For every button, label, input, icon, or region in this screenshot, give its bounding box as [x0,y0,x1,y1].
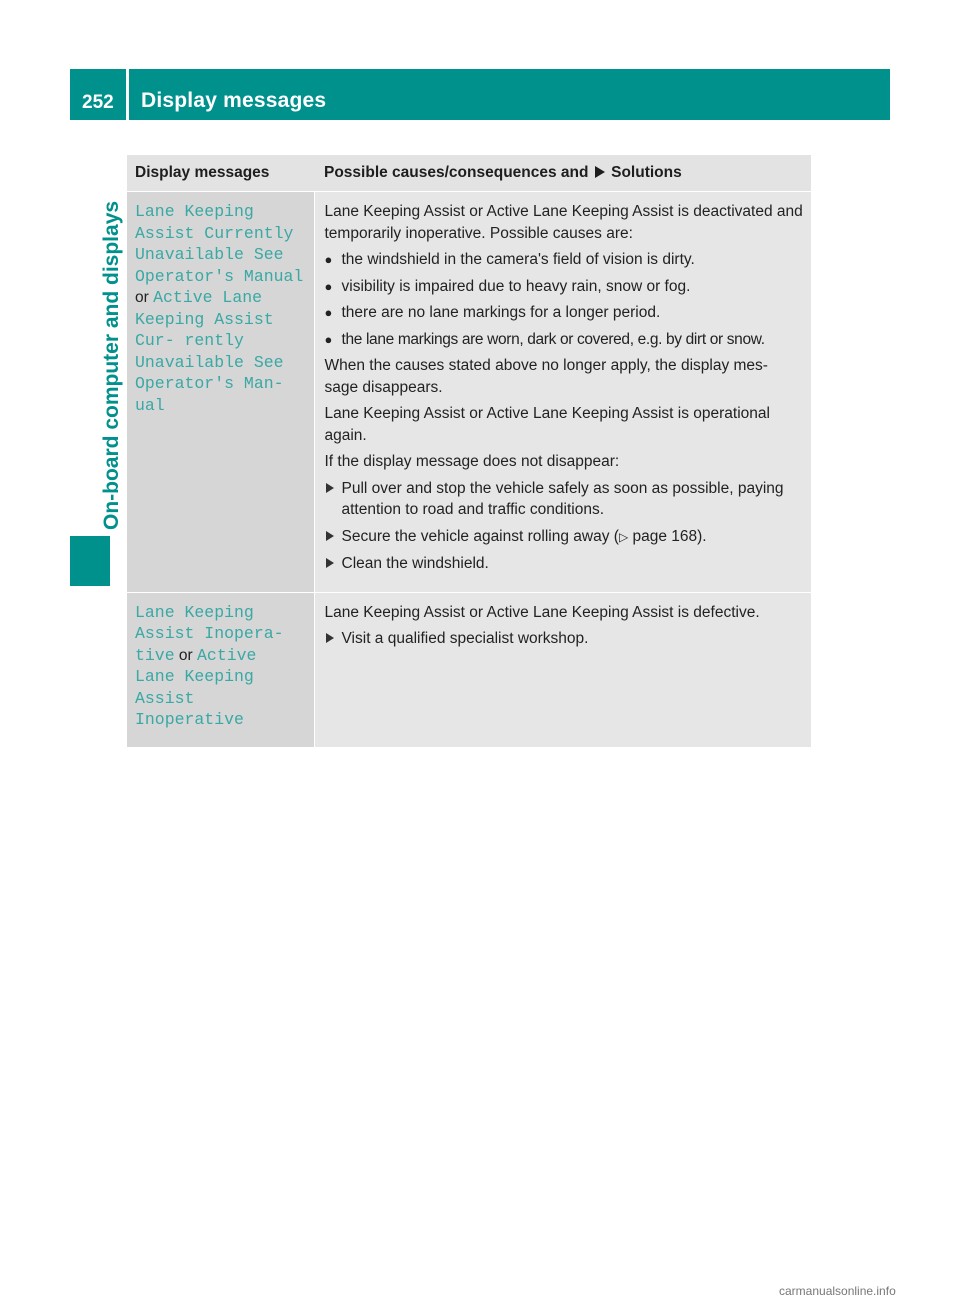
description-cell [314,592,811,747]
table-row [127,192,811,593]
col-header-solutions-text: Solutions [611,164,682,181]
or-label: or [135,289,149,306]
page-number: 252 [82,92,114,113]
display-message-text: Lane Keeping Assist Inopera‑ tive [135,602,284,665]
display-messages-table [127,155,811,747]
message-cell [127,192,314,593]
step-arrow-icon [326,483,334,493]
bullet-icon: ● [324,278,333,294]
col-header-messages: Display messages [127,155,314,192]
table-header-row [127,155,811,192]
description-cell [314,192,811,593]
side-tab-label: On-board computer and displays [100,200,123,530]
list-item [325,276,804,298]
bullet-text: visibility is impaired due to heavy rain, snow or fog. [341,277,691,295]
solution-step [325,628,804,650]
step-arrow-icon [326,531,334,541]
header-divider [126,69,129,120]
description-intro: Lane Keeping Assist or Active Lane Keeping Assist is defective. [324,603,760,621]
step-text: Secure the vehicle against rolling away ( [341,527,619,545]
page-ref-icon: ▷ [618,529,629,544]
solution-step [325,553,804,575]
step-text: Clean the windshield. [341,555,489,572]
step-text: Pull over and stop the vehicle safely as soon as possible, paying attention to road and traffic conditions. [341,479,784,518]
side-tab-marker [70,536,110,586]
list-item [325,329,804,351]
description-intro: Lane Keeping Assist or Active Lane Keeping Assist is deactivated and temporarily inoperative. Possible causes are: [324,203,803,242]
col-header-causes-text: Possible causes/consequences and [324,164,589,181]
page-ref-link[interactable]: page 168). [628,527,707,545]
step-text: Visit a qualified specialist workshop. [341,630,589,647]
bullet-icon: ● [324,331,333,347]
bullet-text: the lane markings are worn, dark or covered, e.g. by dirt or snow. [341,330,765,348]
description-paragraph: If the display message does not disappear: [324,453,620,470]
watermark-footer: carmanualsonline.info [779,1284,896,1298]
bullet-icon: ● [324,252,333,267]
display-message-text: Active Lane Keeping Assist Inoperative [135,645,257,729]
description-paragraph: Lane Keeping Assist or Active Lane Keeping Assist is operational again. [324,405,770,444]
list-item [325,249,804,271]
list-item [325,302,804,324]
solution-step [325,526,804,549]
step-arrow-icon [326,558,334,568]
solution-step [325,478,804,521]
description-paragraph: When the causes stated above no longer apply, the display mes‑ sage disappears. [324,357,768,396]
step-arrow-icon [326,633,334,643]
bullet-icon: ● [324,305,333,320]
display-message-text: Lane Keeping Assist Currently Unavailable See Operator's Manual [135,202,304,286]
bullet-text: the windshield in the camera's field of vision is dirty. [341,251,695,268]
table-row [127,592,811,747]
display-message-text: Active Lane Keeping Assist Cur‑ rently Unavailable See Operator's Man‑ ual [135,288,284,415]
bullet-text: there are no lane markings for a longer period. [341,304,661,321]
arrow-right-icon [595,166,605,178]
message-cell [127,592,314,747]
page-title: Display messages [141,89,327,112]
col-header-causes [314,155,811,192]
or-label: or [178,646,193,664]
